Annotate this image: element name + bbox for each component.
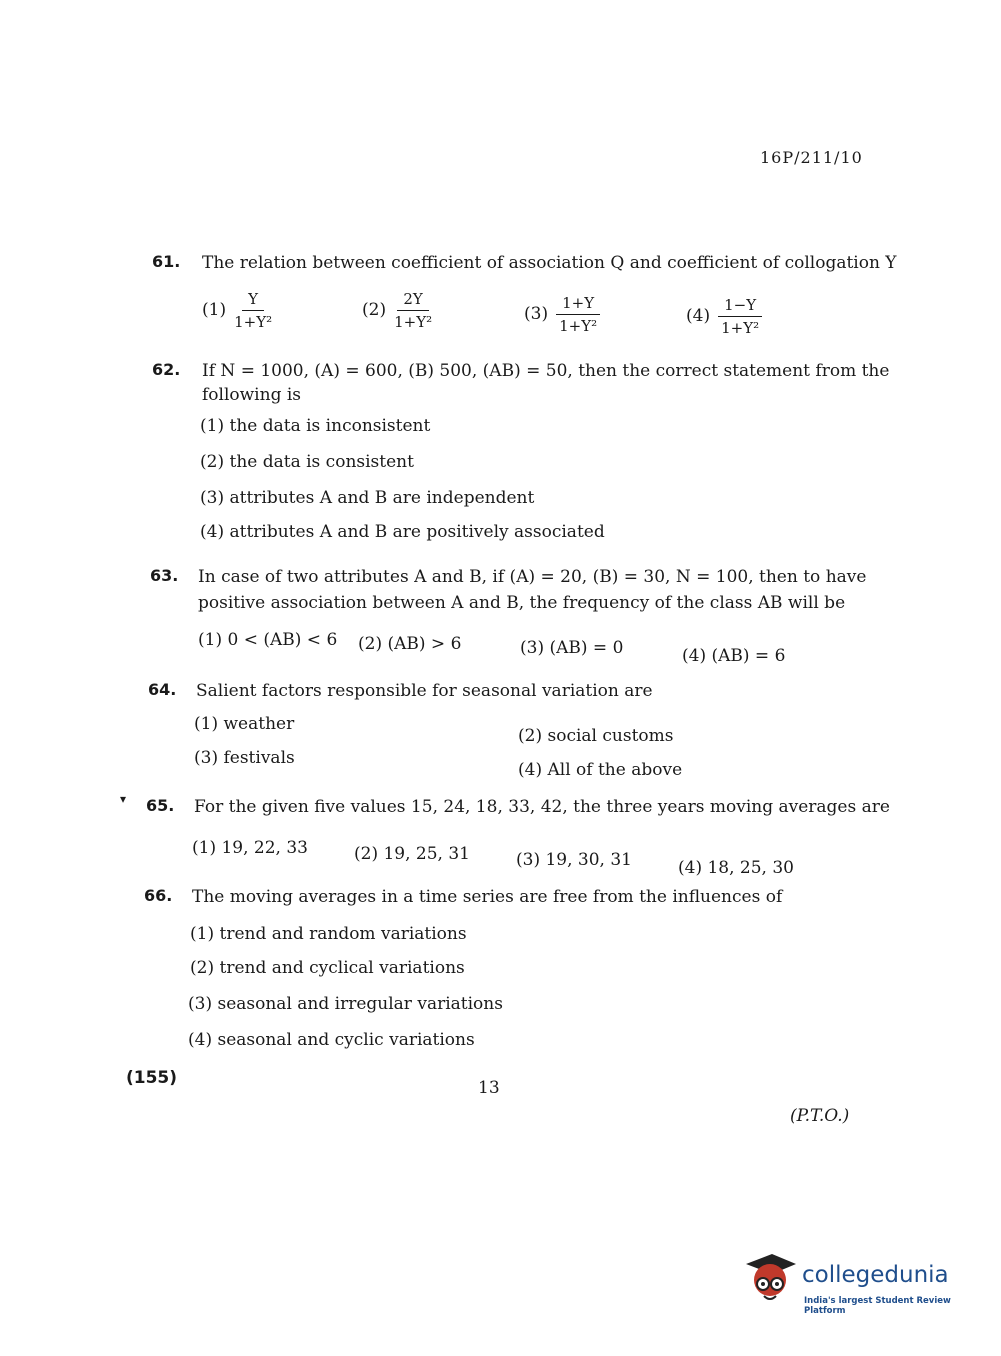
- option-4[interactable]: (4) (AB) = 6: [682, 646, 786, 666]
- logo-name: collegedunia: [802, 1262, 949, 1288]
- option-4[interactable]: (4) 18, 25, 30: [678, 858, 794, 878]
- collegedunia-logo: [742, 1250, 972, 1320]
- option-3[interactable]: [524, 294, 600, 335]
- option-3[interactable]: (3) attributes A and B are independent: [200, 488, 535, 508]
- option-4[interactable]: [686, 296, 762, 337]
- question-text-line-2: positive association between A and B, the frequency of the class AB will be: [198, 593, 846, 613]
- question-number: 63.: [150, 566, 179, 585]
- question-text: For the given five values 15, 24, 18, 33, 42, the three years moving averages are: [194, 797, 890, 817]
- option-1[interactable]: [202, 290, 272, 331]
- option-1[interactable]: (1) weather: [194, 714, 295, 734]
- option-2[interactable]: (2) the data is consistent: [200, 452, 414, 472]
- option-3[interactable]: (3) 19, 30, 31: [516, 850, 632, 870]
- fraction-numerator: 1−Y: [718, 296, 762, 317]
- page-number: 13: [478, 1078, 500, 1098]
- question-text: The moving averages in a time series are free from the influences of: [192, 887, 783, 907]
- option-3[interactable]: (3) festivals: [194, 748, 295, 768]
- question-text-line-1: If N = 1000, (A) = 600, (B) 500, (AB) = 50, then the correct statement from the: [202, 361, 890, 381]
- option-4[interactable]: (4) attributes A and B are positively associated: [200, 522, 605, 542]
- option-3[interactable]: (3) seasonal and irregular variations: [188, 994, 503, 1014]
- mascot-icon: [742, 1250, 798, 1312]
- option-1[interactable]: (1) trend and random variations: [190, 924, 467, 944]
- footer-code: (155): [126, 1068, 178, 1088]
- question-number: 61.: [152, 252, 181, 271]
- option-1[interactable]: (1) 19, 22, 33: [192, 838, 308, 858]
- question-text-line-1: In case of two attributes A and B, if (A) = 20, (B) = 30, N = 100, then to have: [198, 567, 867, 587]
- pto-note: (P.T.O.): [790, 1106, 850, 1126]
- option-label: (4): [686, 306, 711, 326]
- option-4[interactable]: (4) seasonal and cyclic variations: [188, 1030, 475, 1050]
- option-label: (3): [524, 304, 549, 324]
- fraction-denominator: 1+Y²: [394, 313, 433, 331]
- fraction-denominator: 1+Y²: [721, 319, 760, 337]
- question-number: 64.: [148, 680, 177, 699]
- option-2[interactable]: (2) trend and cyclical variations: [190, 958, 465, 978]
- question-number: 62.: [152, 360, 181, 379]
- question-number: 65.: [146, 796, 175, 815]
- option-2[interactable]: (2) social customs: [518, 726, 674, 746]
- fraction-numerator: 1+Y: [556, 294, 600, 315]
- question-text: Salient factors responsible for seasonal variation are: [196, 681, 653, 701]
- fraction-numerator: Y: [242, 290, 264, 311]
- option-1[interactable]: (1) 0 < (AB) < 6: [198, 630, 338, 650]
- option-2[interactable]: (2) (AB) > 6: [358, 634, 462, 654]
- paper-code: 16P/211/10: [760, 148, 863, 167]
- option-2[interactable]: [362, 290, 432, 331]
- option-2[interactable]: (2) 19, 25, 31: [354, 844, 470, 864]
- option-4[interactable]: (4) All of the above: [518, 760, 683, 780]
- fraction-numerator: 2Y: [397, 290, 428, 311]
- question-number: 66.: [144, 886, 173, 905]
- option-label: (2): [362, 300, 387, 320]
- option-label: (1): [202, 300, 227, 320]
- logo-tagline: India's largest Student Review Platform: [804, 1296, 951, 1316]
- fraction-denominator: 1+Y²: [559, 317, 598, 335]
- option-3[interactable]: (3) (AB) = 0: [520, 638, 624, 658]
- fraction-denominator: 1+Y²: [234, 313, 273, 331]
- question-text: The relation between coefficient of association Q and coefficient of collogation Y: [202, 253, 897, 273]
- tick-mark-icon: ▾: [120, 792, 127, 806]
- question-text-line-2: following is: [202, 385, 302, 405]
- option-1[interactable]: (1) the data is inconsistent: [200, 416, 431, 436]
